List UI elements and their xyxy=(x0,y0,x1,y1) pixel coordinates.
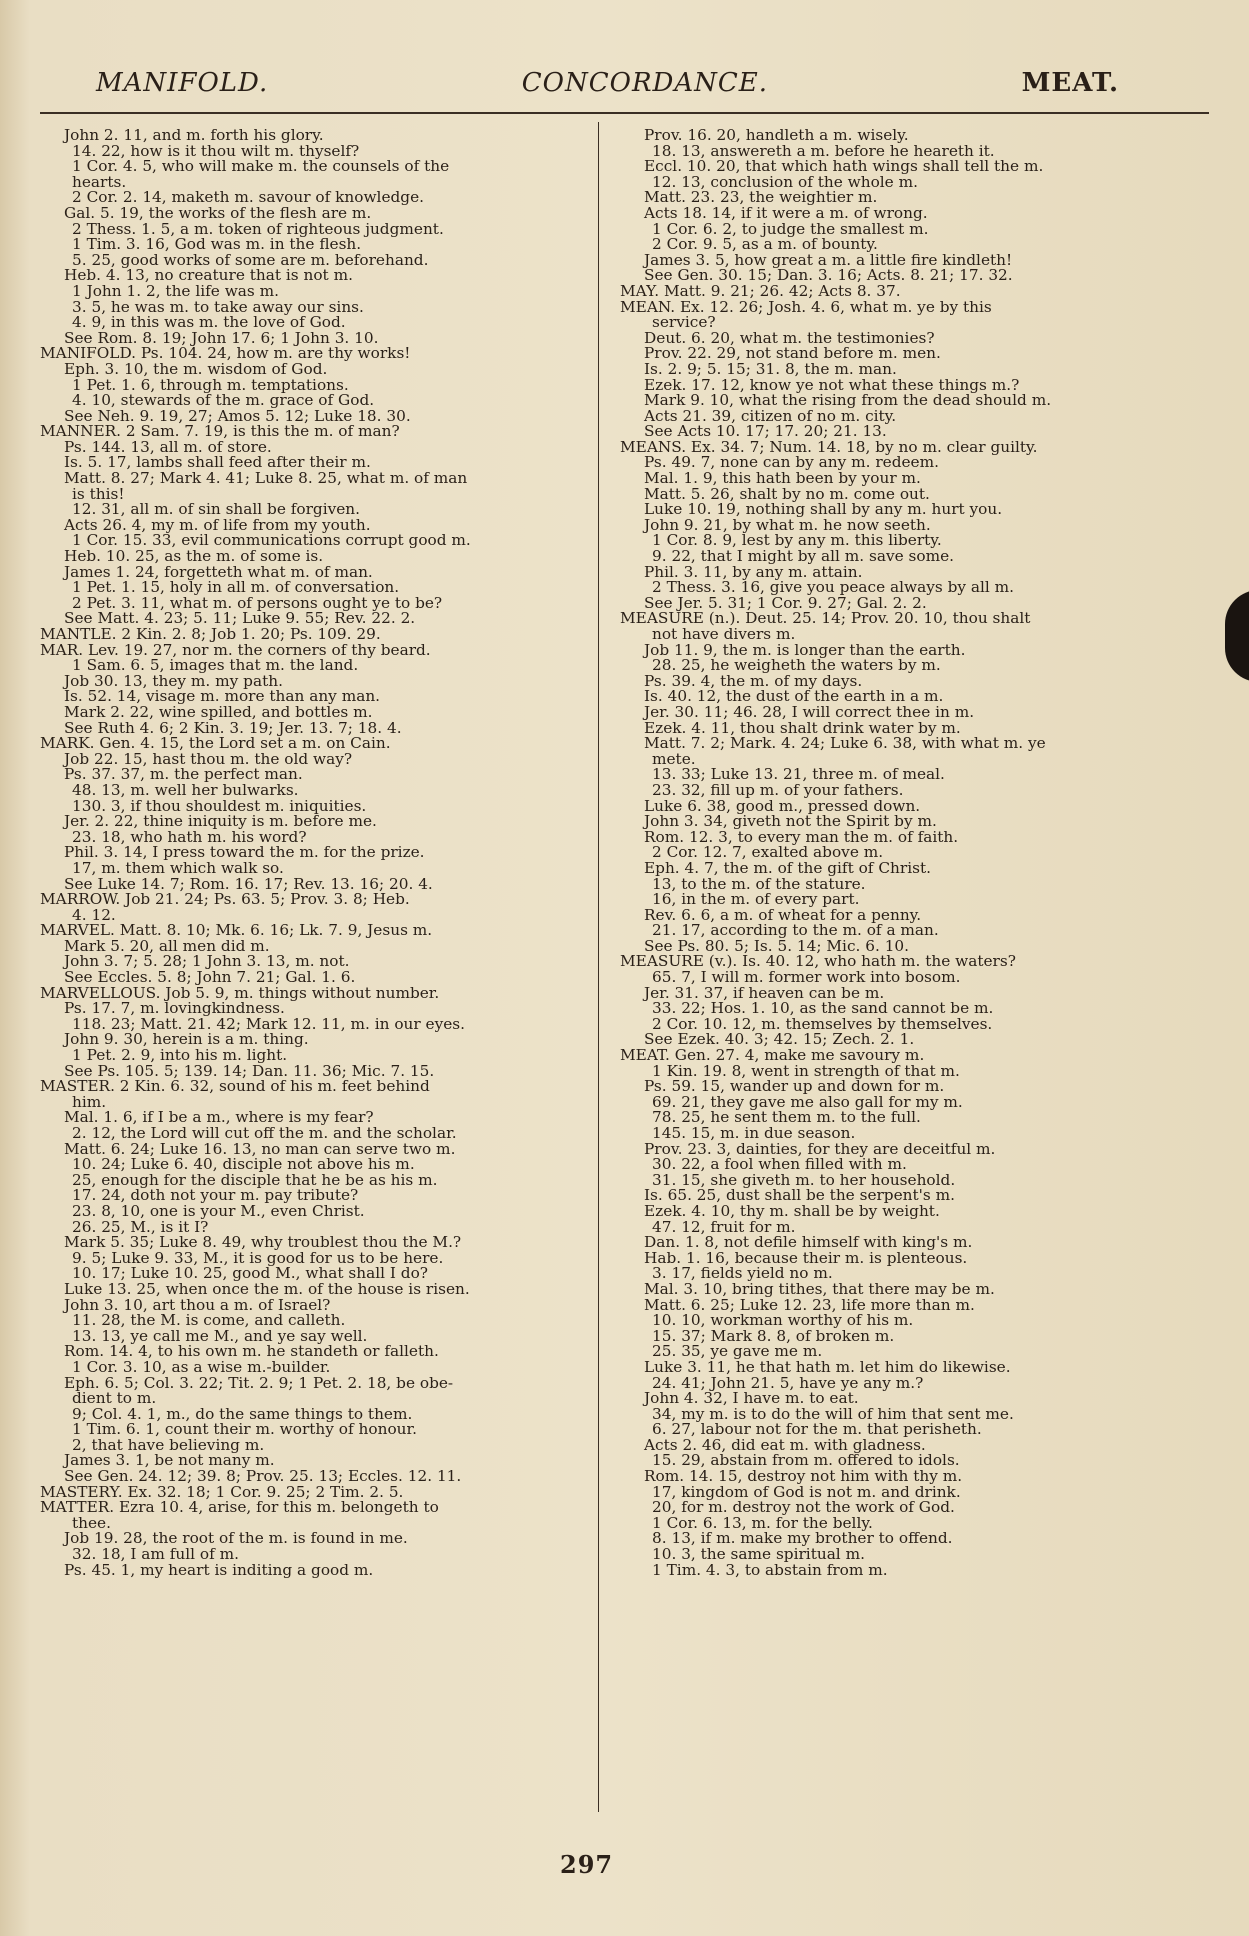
concordance-line: 8. 13, if m. make my brother to offend. xyxy=(652,1531,953,1548)
concordance-line: 17, m. them which walk so. xyxy=(72,860,284,877)
concordance-line: 15. 37; Mark 8. 8, of broken m. xyxy=(652,1328,895,1345)
concordance-line: Luke 3. 11, he that hath m. let him do likewise. xyxy=(644,1359,1011,1376)
concordance-line: Is. 40. 12, the dust of the earth in a m. xyxy=(644,689,944,705)
concordance-line: 2 Cor. 9. 5, as a m. of bounty. xyxy=(652,237,878,253)
concordance-line: MEAN. Ex. 12. 26; Josh. 4. 6, what m. ye by this xyxy=(620,299,992,316)
concordance-line: 1 John 1. 2, the life was m. xyxy=(72,283,279,300)
concordance-line: See Gen. 30. 15; Dan. 3. 16; Acts. 8. 21; 17. 32. xyxy=(644,268,1013,284)
concordance-line: See Matt. 4. 23; 5. 11; Luke 9. 55; Rev. 22. 2. xyxy=(64,611,416,627)
concordance-line: Mal. 1. 9, this hath been by your m. xyxy=(644,471,921,487)
concordance-line: Jer. 31. 37, if heaven can be m. xyxy=(644,985,885,1002)
concordance-line: Phil. 3. 11, by any m. attain. xyxy=(644,564,863,581)
concordance-line: See Luke 14. 7; Rom. 16. 17; Rev. 13. 16; 20. 4. xyxy=(64,876,433,893)
concordance-line: Jer. 2. 22, thine iniquity is m. before me. xyxy=(64,814,377,830)
concordance-line: 78. 25, he sent them m. to the full. xyxy=(652,1110,921,1126)
concordance-line: 12. 13, conclusion of the whole m. xyxy=(652,174,918,191)
concordance-line: 1 Cor. 6. 13, m. for the belly. xyxy=(652,1515,873,1532)
concordance-line: Rev. 6. 6, a m. of wheat for a penny. xyxy=(644,907,922,924)
concordance-line: Hab. 1. 16, because their m. is plenteous. xyxy=(644,1250,968,1267)
concordance-line: See Ps. 105. 5; 139. 14; Dan. 11. 36; Mic. 7. 15. xyxy=(64,1063,435,1080)
concordance-line: 30. 22, a fool when filled with m. xyxy=(652,1157,907,1173)
concordance-line: 4. 9, in this was m. the love of God. xyxy=(72,315,346,331)
concordance-line: 13, to the m. of the stature. xyxy=(652,876,866,893)
concordance-line: MASTER. 2 Kin. 6. 32, sound of his m. feet behind xyxy=(40,1079,430,1095)
concordance-line: 10. 24; Luke 6. 40, disciple not above his m. xyxy=(72,1157,415,1173)
concordance-line: Heb. 4. 13, no creature that is not m. xyxy=(64,268,353,284)
concordance-line: 1 Pet. 1. 15, holy in all m. of conversation. xyxy=(72,580,400,596)
concordance-line: 1 Tim. 3. 16, God was m. in the flesh. xyxy=(72,237,362,253)
concordance-line: See Jer. 5. 31; 1 Cor. 9. 27; Gal. 2. 2. xyxy=(644,595,927,612)
concordance-line: 11. 28, the M. is come, and calleth. xyxy=(72,1313,346,1329)
concordance-line: 1 Pet. 2. 9, into his m. light. xyxy=(72,1048,288,1064)
concordance-line: Luke 6. 38, good m., pressed down. xyxy=(644,798,921,815)
concordance-line: Eph. 3. 10, the m. wisdom of God. xyxy=(64,361,328,378)
concordance-line: 1 Cor. 4. 5, who will make m. the counsels of the xyxy=(72,159,450,175)
concordance-line: 69. 21, they gave me also gall for my m. xyxy=(652,1094,963,1111)
concordance-line: Matt. 7. 2; Mark. 4. 24; Luke 6. 38, with what m. ye xyxy=(644,736,1046,752)
concordance-line: MANTLE. 2 Kin. 2. 8; Job 1. 20; Ps. 109. 29. xyxy=(40,627,381,643)
concordance-line: Mark 5. 35; Luke 8. 49, why troublest thou the M.? xyxy=(64,1235,462,1251)
concordance-line: 3. 17, fields yield no m. xyxy=(652,1266,833,1282)
concordance-line: Matt. 6. 25; Luke 12. 23, life more than m. xyxy=(644,1297,975,1314)
concordance-line: 26. 25, M., is it I? xyxy=(72,1219,209,1236)
concordance-line: 1 Cor. 6. 2, to judge the smallest m. xyxy=(652,221,929,238)
concordance-line: 2 Cor. 10. 12, m. themselves by themselves. xyxy=(652,1016,993,1033)
concordance-line: 33. 22; Hos. 1. 10, as the sand cannot be m. xyxy=(652,1001,994,1017)
concordance-line: Eph. 4. 7, the m. of the gift of Christ. xyxy=(644,860,931,877)
concordance-line: 20, for m. destroy not the work of God. xyxy=(652,1500,955,1516)
concordance-line: Prov. 22. 29, not stand before m. men. xyxy=(644,346,941,362)
concordance-line: James 1. 24, forgetteth what m. of man. xyxy=(64,564,373,581)
concordance-line: See Rom. 8. 19; John 17. 6; 1 John 3. 10. xyxy=(64,330,379,347)
concordance-line: MEANS. Ex. 34. 7; Num. 14. 18, by no m. clear guilty. xyxy=(620,439,1038,456)
concordance-line: See Gen. 24. 12; 39. 8; Prov. 25. 13; Eccles. 12. 11. xyxy=(64,1469,462,1485)
concordance-line: Mark 9. 10, what the rising from the dead should m. xyxy=(644,393,1052,409)
concordance-line: John 9. 21, by what m. he now seeth. xyxy=(644,517,931,534)
concordance-line: See Ps. 80. 5; Is. 5. 14; Mic. 6. 10. xyxy=(644,938,910,955)
concordance-line: MARROW. Job 21. 24; Ps. 63. 5; Prov. 3. 8; Heb. xyxy=(40,892,410,908)
header-center: CONCORDANCE. xyxy=(521,68,769,98)
concordance-line: Prov. 16. 20, handleth a m. wisely. xyxy=(644,128,909,144)
concordance-line: Acts 26. 4, my m. of life from my youth. xyxy=(64,517,371,534)
concordance-line: 16, in the m. of every part. xyxy=(652,892,860,908)
concordance-line: is this! xyxy=(72,486,125,503)
concordance-line: Job 30. 13, they m. my path. xyxy=(64,673,283,690)
concordance-line: 118. 23; Matt. 21. 42; Mark 12. 11, m. in our eyes. xyxy=(72,1016,466,1033)
concordance-line: Luke 13. 25, when once the m. of the house is risen. xyxy=(64,1281,470,1298)
concordance-line: 21. 17, according to the m. of a man. xyxy=(652,923,939,939)
header-right: MEAT. xyxy=(1021,68,1119,98)
concordance-line: Heb. 10. 25, as the m. of some is. xyxy=(64,549,324,565)
concordance-line: Gal. 5. 19, the works of the flesh are m. xyxy=(64,205,372,222)
concordance-line: 130. 3, if thou shouldest m. iniquities. xyxy=(72,798,367,815)
concordance-line: John 3. 7; 5. 28; 1 John 3. 13, m. not. xyxy=(64,954,350,971)
concordance-line: Is. 5. 17, lambs shall feed after their m. xyxy=(64,455,371,472)
concordance-line: MATTER. Ezra 10. 4, arise, for this m. belongeth to xyxy=(40,1500,439,1516)
concordance-line: John 9. 30, herein is a m. thing. xyxy=(64,1032,309,1049)
concordance-line: See Eccles. 5. 8; John 7. 21; Gal. 1. 6. xyxy=(64,970,356,986)
concordance-line: 5. 25, good works of some are m. beforehand. xyxy=(72,252,429,269)
concordance-line: 48. 13, m. well her bulwarks. xyxy=(72,782,299,799)
concordance-line: Mark 5. 20, all men did m. xyxy=(64,938,270,955)
concordance-line: Matt. 5. 26, shalt by no m. come out. xyxy=(644,486,930,503)
concordance-line: MEASURE (n.). Deut. 25. 14; Prov. 20. 10, thou shalt xyxy=(620,611,1031,627)
concordance-line: 23. 18, who hath m. his word? xyxy=(72,829,307,846)
concordance-line: MANIFOLD. Ps. 104. 24, how m. are thy works! xyxy=(40,346,411,362)
concordance-line: Mal. 1. 6, if I be a m., where is my fear? xyxy=(64,1110,374,1126)
concordance-line: Mark 2. 22, wine spilled, and bottles m. xyxy=(64,704,373,721)
concordance-line: John 2. 11, and m. forth his glory. xyxy=(64,128,324,144)
concordance-line: hearts. xyxy=(72,174,127,191)
concordance-line: Ezek. 4. 10, thy m. shall be by weight. xyxy=(644,1203,940,1220)
concordance-line: 13. 13, ye call me M., and ye say well. xyxy=(72,1328,368,1345)
concordance-line: Ps. 144. 13, all m. of store. xyxy=(64,439,272,456)
concordance-line: not have divers m. xyxy=(652,627,796,643)
concordance-line: 10. 17; Luke 10. 25, good M., what shall I do? xyxy=(72,1266,429,1282)
concordance-line: Matt. 23. 23, the weightier m. xyxy=(644,190,878,206)
concordance-line: Rom. 12. 3, to every man the m. of faith. xyxy=(644,829,959,846)
concordance-line: 1 Tim. 4. 3, to abstain from m. xyxy=(652,1562,888,1579)
concordance-line: 65. 7, I will m. former work into bosom. xyxy=(652,970,961,986)
concordance-line: 2 Cor. 2. 14, maketh m. savour of knowledge. xyxy=(72,190,424,206)
concordance-line: 2 Cor. 12. 7, exalted above m. xyxy=(652,845,884,861)
concordance-line: 47. 12, fruit for m. xyxy=(652,1219,796,1236)
concordance-line: John 3. 10, art thou a m. of Israel? xyxy=(64,1297,331,1314)
concordance-line: Matt. 8. 27; Mark 4. 41; Luke 8. 25, what m. of man xyxy=(64,471,468,487)
concordance-line: mete. xyxy=(652,751,696,768)
concordance-line: 23. 32, fill up m. of your fathers. xyxy=(652,782,904,799)
concordance-line: MEASURE (v.). Is. 40. 12, who hath m. the waters? xyxy=(620,954,1016,971)
concordance-line: Matt. 6. 24; Luke 16. 13, no man can serve two m. xyxy=(64,1141,456,1158)
concordance-line: 32. 18, I am full of m. xyxy=(72,1547,240,1563)
concordance-line: 4. 10, stewards of the m. grace of God. xyxy=(72,393,375,409)
concordance-line: 17. 24, doth not your m. pay tribute? xyxy=(72,1188,359,1204)
concordance-line: 2 Thess. 3. 16, give you peace always by all m. xyxy=(652,580,1015,596)
concordance-line: 9; Col. 4. 1, m., do the same things to them. xyxy=(72,1406,413,1423)
concordance-line: Mal. 3. 10, bring tithes, that there may be m. xyxy=(644,1281,995,1298)
concordance-line: MARVEL. Matt. 8. 10; Mk. 6. 16; Lk. 7. 9, Jesus m. xyxy=(40,923,433,939)
concordance-line: Ps. 39. 4, the m. of my days. xyxy=(644,673,863,690)
concordance-line: 4. 12. xyxy=(72,907,116,924)
concordance-line: 2, that have believing m. xyxy=(72,1437,265,1454)
concordance-line: Job 22. 15, hast thou m. the old way? xyxy=(64,751,353,768)
concordance-line: 1 Pet. 1. 6, through m. temptations. xyxy=(72,377,349,394)
header-rule xyxy=(40,112,1209,114)
concordance-line: Job 11. 9, the m. is longer than the earth. xyxy=(644,642,966,659)
concordance-line: See Acts 10. 17; 17. 20; 21. 13. xyxy=(644,424,887,440)
concordance-line: Eph. 6. 5; Col. 3. 22; Tit. 2. 9; 1 Pet. 2. 18, be obe- xyxy=(64,1375,454,1392)
concordance-line: 9. 22, that I might by all m. save some. xyxy=(652,549,955,565)
concordance-line: Ezek. 17. 12, know ye not what these things m.? xyxy=(644,377,1020,394)
concordance-line: See Neh. 9. 19, 27; Amos 5. 12; Luke 18. 30. xyxy=(64,408,411,425)
concordance-line: John 3. 34, giveth not the Spirit by m. xyxy=(644,814,937,830)
concordance-line: 17, kingdom of God is not m. and drink. xyxy=(652,1484,961,1501)
concordance-line: Ps. 49. 7, none can by any m. redeem. xyxy=(644,455,939,472)
concordance-line: 9. 5; Luke 9. 33, M., it is good for us to be here. xyxy=(72,1250,444,1267)
concordance-line: James 3. 1, be not many m. xyxy=(64,1453,275,1470)
concordance-line: Prov. 23. 3, dainties, for they are deceitful m. xyxy=(644,1141,996,1158)
concordance-line: MASTERY. Ex. 32. 18; 1 Cor. 9. 25; 2 Tim. 2. 5. xyxy=(40,1484,404,1501)
concordance-line: dient to m. xyxy=(72,1391,157,1407)
concordance-line: service? xyxy=(652,315,716,331)
concordance-line: John 4. 32, I have m. to eat. xyxy=(644,1391,859,1407)
concordance-line: MAY. Matt. 9. 21; 26. 42; Acts 8. 37. xyxy=(620,283,901,300)
concordance-line: Jer. 30. 11; 46. 28, I will correct thee in m. xyxy=(644,704,975,721)
concordance-line: him. xyxy=(72,1094,107,1111)
concordance-line: Job 19. 28, the root of the m. is found in me. xyxy=(64,1531,408,1548)
concordance-line: 145. 15, m. in due season. xyxy=(652,1126,856,1142)
concordance-line: 1 Sam. 6. 5, images that m. the land. xyxy=(72,658,359,674)
concordance-line: 10. 10, workman worthy of his m. xyxy=(652,1313,914,1329)
concordance-line: 31. 15, she giveth m. to her household. xyxy=(652,1172,956,1189)
left-column xyxy=(40,128,588,1578)
concordance-line: 10. 3, the same spiritual m. xyxy=(652,1547,865,1563)
concordance-line: Ps. 17. 7, m. lovingkindness. xyxy=(64,1001,285,1017)
concordance-line: 34, my m. is to do the will of him that sent me. xyxy=(652,1406,1014,1423)
concordance-line: Is. 65. 25, dust shall be the serpent's m. xyxy=(644,1188,955,1204)
page-number: 297 xyxy=(560,1850,614,1879)
concordance-line: 2. 12, the Lord will cut off the m. and the scholar. xyxy=(72,1126,457,1142)
concordance-line: Luke 10. 19, nothing shall by any m. hurt you. xyxy=(644,502,1003,518)
concordance-line: Dan. 1. 8, not defile himself with king's m. xyxy=(644,1235,973,1251)
concordance-line: Acts 21. 39, citizen of no m. city. xyxy=(644,408,897,425)
concordance-line: Ps. 45. 1, my heart is inditing a good m. xyxy=(64,1562,374,1579)
concordance-line: Rom. 14. 15, destroy not him with thy m. xyxy=(644,1469,963,1485)
running-header xyxy=(96,68,1119,112)
concordance-line: 15. 29, abstain from m. offered to idols. xyxy=(652,1453,960,1470)
concordance-line: 1 Tim. 6. 1, count their m. worthy of honour. xyxy=(72,1422,417,1438)
concordance-line: MARK. Gen. 4. 15, the Lord set a m. on Cain. xyxy=(40,736,391,752)
concordance-line: Acts 18. 14, if it were a m. of wrong. xyxy=(644,205,928,222)
concordance-line: 28. 25, he weigheth the waters by m. xyxy=(652,658,941,674)
concordance-line: 13. 33; Luke 13. 21, three m. of meal. xyxy=(652,767,945,783)
concordance-line: 25. 35, ye gave me m. xyxy=(652,1344,823,1360)
edge-blot xyxy=(1225,590,1249,682)
concordance-line: See Ezek. 40. 3; 42. 15; Zech. 2. 1. xyxy=(644,1032,915,1049)
concordance-line: 1 Cor. 3. 10, as a wise m.-builder. xyxy=(72,1359,331,1376)
concordance-line: thee. xyxy=(72,1515,111,1532)
concordance-line: 3. 5, he was m. to take away our sins. xyxy=(72,299,364,316)
concordance-line: Rom. 14. 4, to his own m. he standeth or falleth. xyxy=(64,1344,439,1360)
column-divider xyxy=(598,122,599,1812)
concordance-line: Is. 52. 14, visage m. more than any man. xyxy=(64,689,381,705)
concordance-line: Acts 2. 46, did eat m. with gladness. xyxy=(644,1437,926,1454)
concordance-line: Ezek. 4. 11, thou shalt drink water by m. xyxy=(644,720,961,737)
header-left: MANIFOLD. xyxy=(96,68,269,98)
concordance-line: Is. 2. 9; 5. 15; 31. 8, the m. man. xyxy=(644,361,897,378)
concordance-line: 1 Cor. 8. 9, lest by any m. this liberty. xyxy=(652,533,942,550)
concordance-line: 2 Thess. 1. 5, a m. token of righteous judgment. xyxy=(72,221,444,238)
concordance-line: 23. 8, 10, one is your M., even Christ. xyxy=(72,1203,365,1220)
concordance-line: Ps. 59. 15, wander up and down for m. xyxy=(644,1079,945,1095)
concordance-line: 12. 31, all m. of sin shall be forgiven. xyxy=(72,502,361,518)
right-column xyxy=(620,128,1192,1578)
concordance-line: 14. 22, how is it thou wilt m. thyself? xyxy=(72,143,360,160)
concordance-line: MANNER. 2 Sam. 7. 19, is this the m. of man? xyxy=(40,424,400,440)
concordance-line: James 3. 5, how great a m. a little fire kindleth! xyxy=(644,252,1013,269)
concordance-line: 6. 27, labour not for the m. that perisheth. xyxy=(652,1422,982,1438)
concordance-line: Eccl. 10. 20, that which hath wings shall tell the m. xyxy=(644,159,1044,175)
concordance-line: 1 Kin. 19. 8, went in strength of that m. xyxy=(652,1063,960,1080)
concordance-line: Ps. 37. 37, m. the perfect man. xyxy=(64,767,303,783)
concordance-line: Deut. 6. 20, what m. the testimonies? xyxy=(644,330,935,347)
concordance-line: 25, enough for the disciple that he be as his m. xyxy=(72,1172,438,1189)
concordance-line: MAR. Lev. 19. 27, nor m. the corners of thy beard. xyxy=(40,642,431,659)
concordance-line: Phil. 3. 14, I press toward the m. for the prize. xyxy=(64,845,425,861)
concordance-line: 1 Cor. 15. 33, evil communications corrupt good m. xyxy=(72,533,471,550)
concordance-line: 24. 41; John 21. 5, have ye any m.? xyxy=(652,1375,924,1392)
concordance-line: 18. 13, answereth a m. before he heareth it. xyxy=(652,143,995,160)
concordance-line: 2 Pet. 3. 11, what m. of persons ought ye to be? xyxy=(72,595,443,612)
concordance-line: MEAT. Gen. 27. 4, make me savoury m. xyxy=(620,1048,925,1064)
concordance-line: MARVELLOUS. Job 5. 9, m. things without number. xyxy=(40,985,440,1002)
concordance-line: See Ruth 4. 6; 2 Kin. 3. 19; Jer. 13. 7; 18. 4. xyxy=(64,720,402,737)
